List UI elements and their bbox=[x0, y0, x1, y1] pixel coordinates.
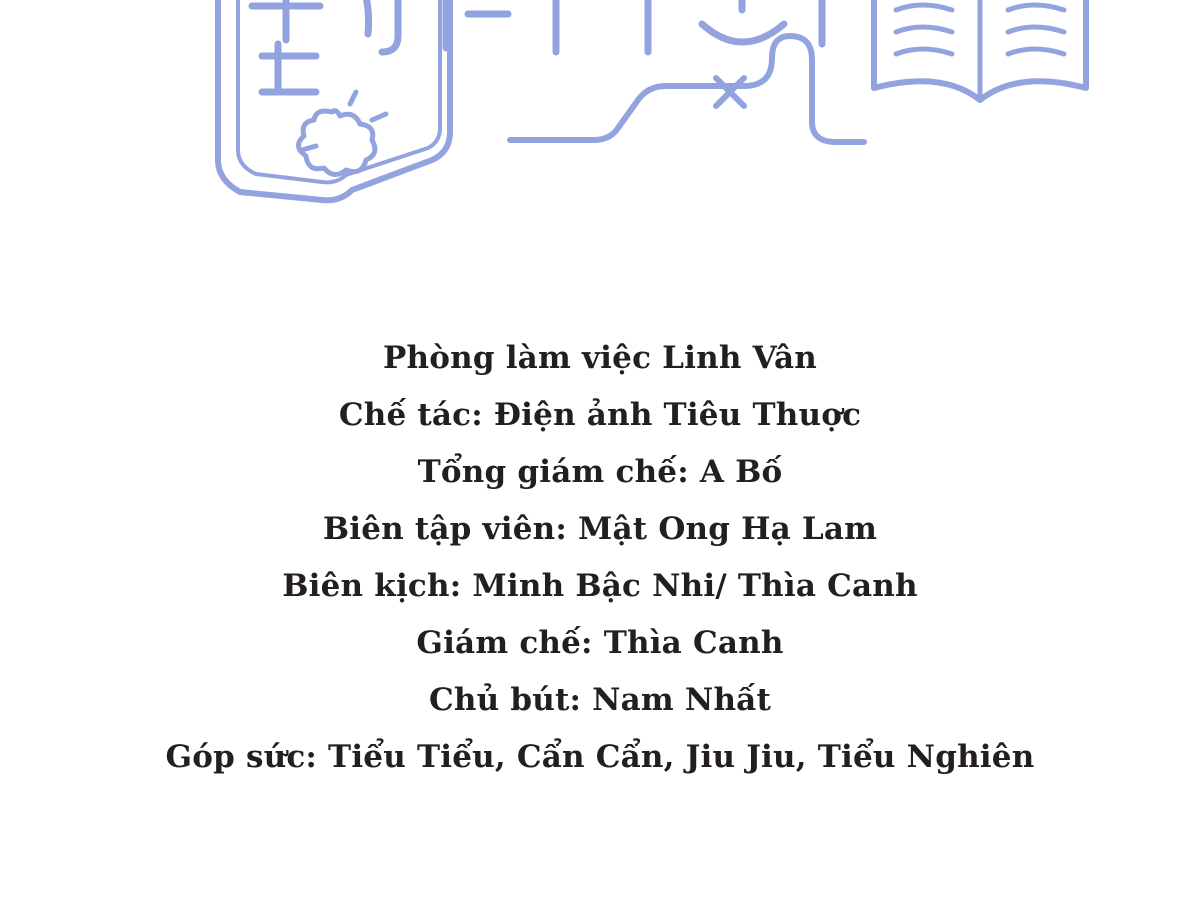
credit-line-studio: Phòng làm việc Linh Vân bbox=[382, 340, 818, 376]
squiggle-line-icon bbox=[510, 36, 864, 142]
credit-line-editor: Biên tập viên: Mật Ong Hạ Lam bbox=[322, 511, 878, 547]
credit-line-supervisor: Giám chế: Thìa Canh bbox=[416, 625, 784, 661]
credit-line-chief-producer: Tổng giám chế: A Bố bbox=[417, 454, 783, 490]
credits-block bbox=[0, 330, 1200, 786]
banner-scroll-icon bbox=[218, 0, 450, 200]
credit-line-contributors: Góp sức: Tiểu Tiểu, Cẩn Cẩn, Jiu Jiu, Tiểu Nghiên bbox=[165, 739, 1035, 775]
open-book-icon bbox=[874, 0, 1086, 100]
ink-splatter-icon bbox=[298, 92, 386, 175]
credit-line-screenwriter: Biên kịch: Minh Bậc Nhi/ Thìa Canh bbox=[282, 568, 918, 604]
credit-line-lead-writer: Chủ bút: Nam Nhất bbox=[428, 682, 771, 718]
header-artwork bbox=[0, 0, 1200, 230]
credit-line-production: Chế tác: Điện ảnh Tiêu Thuợc bbox=[338, 397, 862, 433]
chinese-title-glyphs bbox=[252, 0, 856, 92]
